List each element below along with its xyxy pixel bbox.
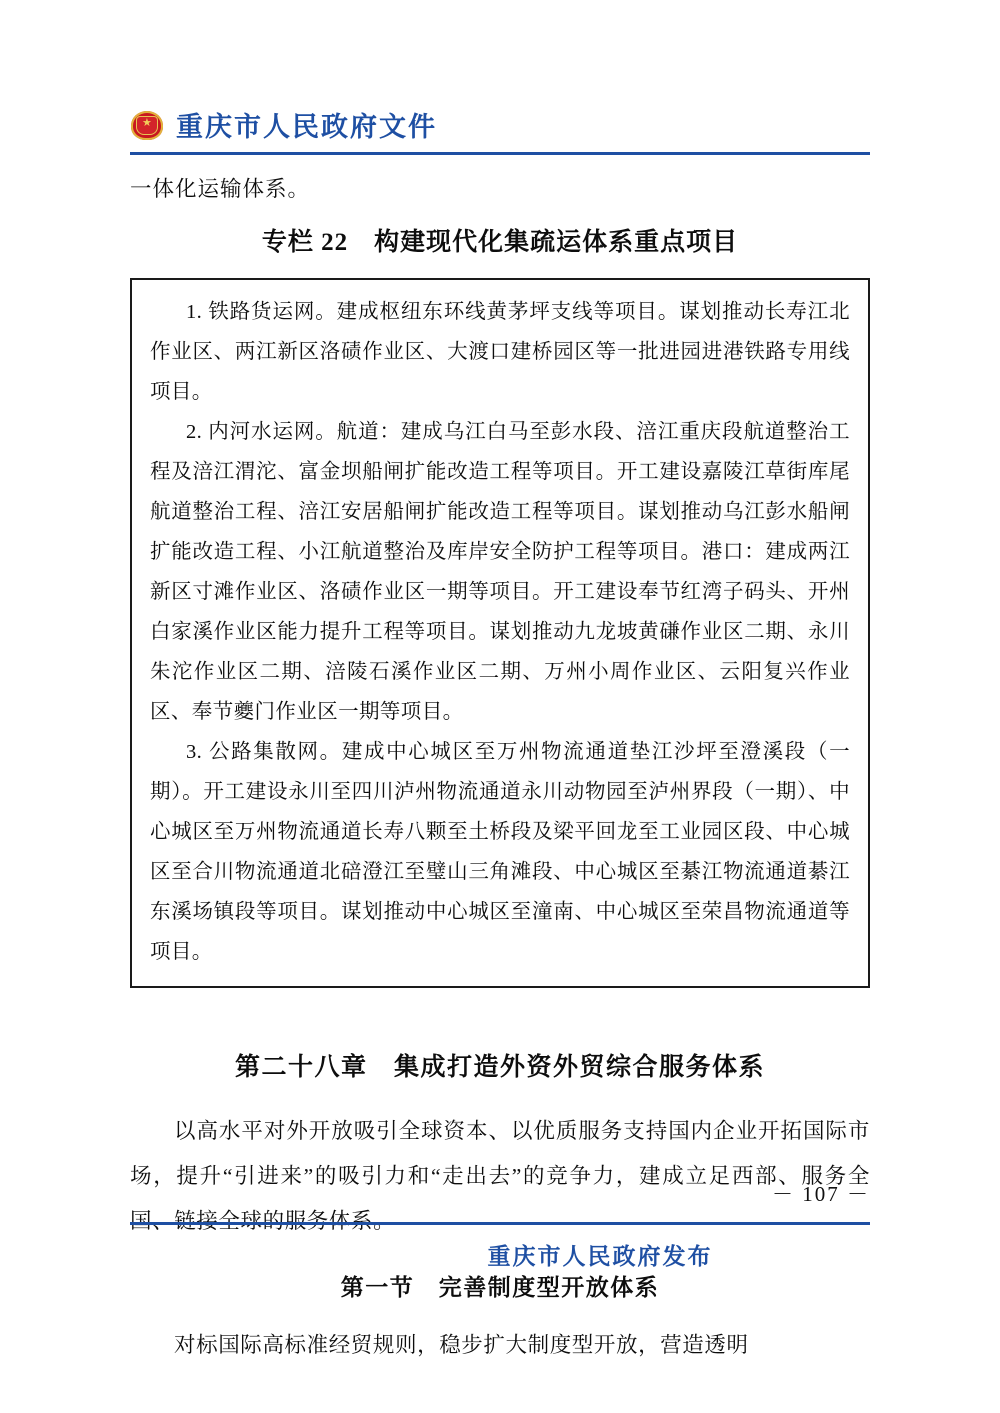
feature-box-item-text: 2. 内河水运网。航道：建成乌江白马至彭水段、涪江重庆段航道整治工程及涪江渭沱、富金坝船闸扩能改造工程等项目。开工建设嘉陵江草街库尾航道整治工程、涪江安居船闸扩能改造工程等项目。谋划推动乌江彭水船闸扩能改造工程、小江航道整治及库岸安全防护工程等项目。港口：建成两江新区寸滩作业区、洛碛作业区一期等项目。开工建设奉节红湾子码头、开州白家溪作业区能力提升工程等项目。谋划推动九龙坡黄磏作业区二期、永川朱沱作业区二期、涪陵石溪作业区二期、万州小周作业区、云阳复兴作业区、奉节夔门作业区一期等项目。: [150, 421, 850, 723]
document-content: [130, 168, 870, 1374]
document-header: [130, 105, 870, 144]
section-title: 第一节 完善制度型开放体系: [340, 1275, 660, 1300]
feature-box-item: [150, 412, 850, 732]
header-divider: [130, 152, 870, 155]
chapter-paragraph: 以高水平对外开放吸引全球资本、以优质服务支持国内企业开拓国际市场，提升“引进来”的吸引力和“走出去”的竞争力，建成立足西部、服务全国、链接全球的服务体系。: [130, 1119, 870, 1233]
national-emblem-icon: ★: [130, 108, 164, 142]
feature-box-item-text: 3. 公路集散网。建成中心城区至万州物流通道垫江沙坪至澄溪段（一期）。开工建设永川至四川泸州物流通道永川动物园至泸州界段（一期）、中心城区至万州物流通道长寿八颗至土桥段及梁平回龙至工业园区段、中心城区至合川物流通道北碚澄江至璧山三角滩段、中心城区至綦江物流通道綦江东溪场镇段等项目。谋划推动中心城区至潼南、中心城区至荣昌物流通道等项目。: [150, 741, 850, 963]
feature-box-item-text: 1. 铁路货运网。建成枢纽东环线黄茅坪支线等项目。谋划推动长寿江北作业区、两江新区洛碛作业区、大渡口建桥园区等一批进园进港铁路专用线项目。: [150, 301, 850, 403]
feature-box-title: 专栏 22 构建现代化集疏运体系重点项目: [261, 229, 739, 256]
lead-line: 一体化运输体系。: [130, 177, 311, 201]
feature-box: [130, 278, 870, 988]
feature-box-item: [150, 292, 850, 412]
feature-box-item: [150, 732, 850, 972]
header-title: 重庆市人民政府文件: [176, 112, 437, 142]
chapter-title: 第二十八章 集成打造外资外贸综合服务体系: [234, 1054, 765, 1081]
footer-divider: [130, 1222, 870, 1225]
page-number: － 107 －: [772, 1182, 870, 1206]
footer-publisher: 重庆市人民政府发布: [487, 1243, 713, 1269]
section-paragraph: 对标国际高标准经贸规则，稳步扩大制度型开放，营造透明: [174, 1333, 749, 1357]
